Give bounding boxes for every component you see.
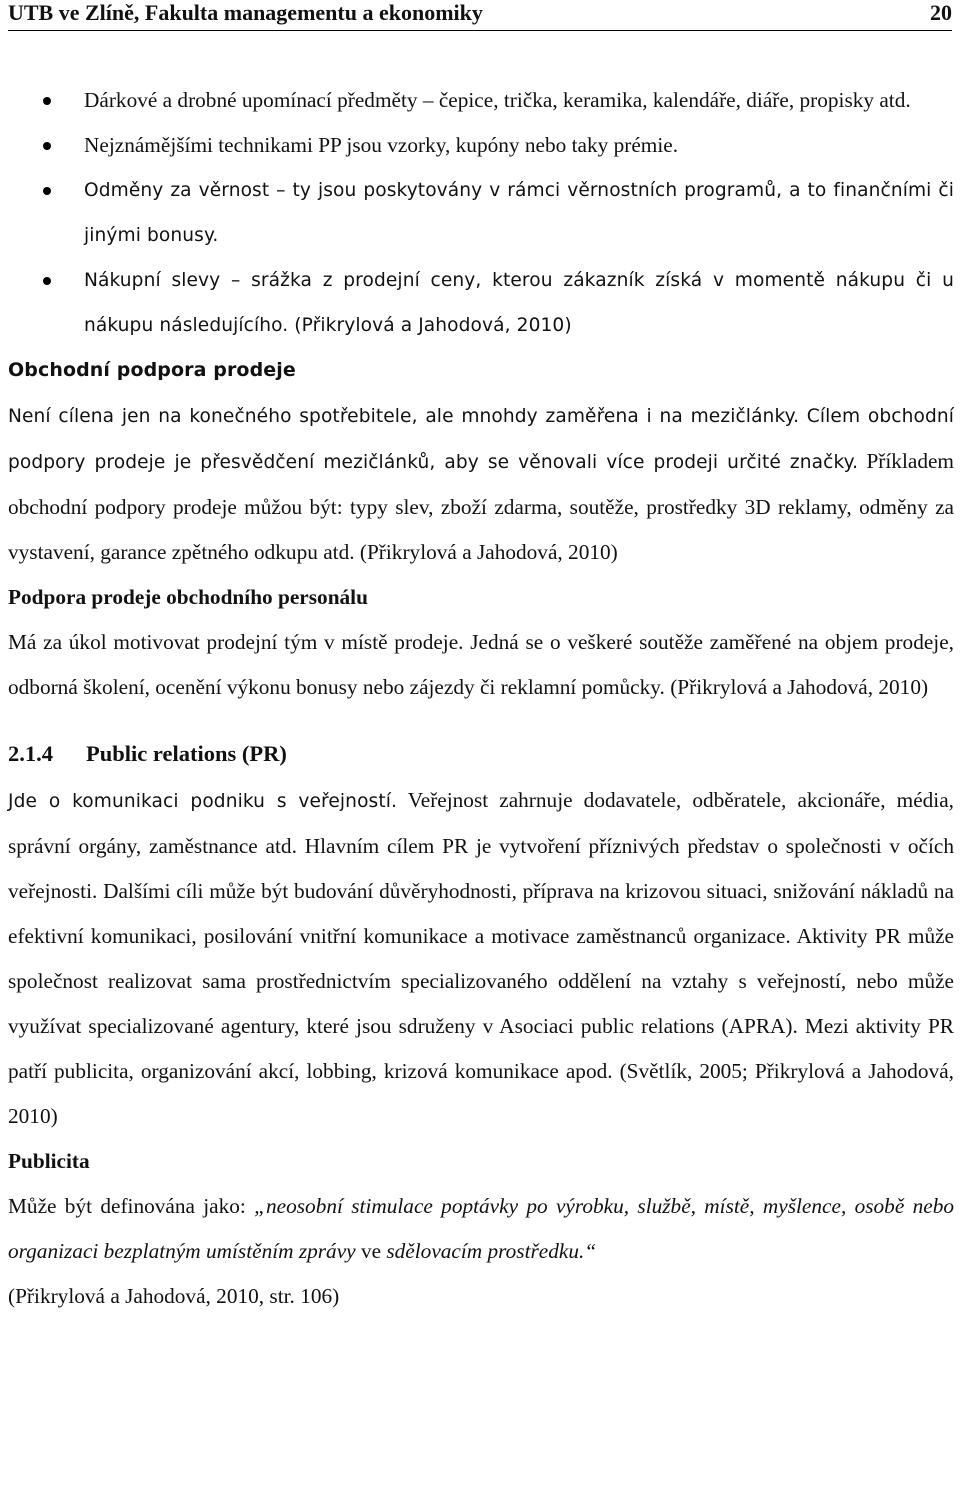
header-title: UTB ve Zlíně, Fakulta managementu a ekonomiky	[8, 0, 483, 25]
list-item-text: Odměny za věrnost – ty jsou poskytovány v rámci věrnostních programů, a to finančními či jinými bonusy.	[84, 180, 954, 246]
paragraph-text: Hlavním cílem PR je vytvoření příznivých představ o společnosti v očích veřejnosti.	[8, 834, 954, 903]
list-item	[8, 258, 954, 348]
page-body	[8, 78, 954, 1319]
list-item	[8, 123, 954, 168]
citation-publicita: (Přikrylová a Jahodová, 2010, str. 106)	[8, 1284, 340, 1308]
citation: (Přikrylová a Jahodová, 2010)	[288, 315, 572, 336]
list-item-text: Nejznámějšími technikami PP jsou vzorky, kupóny nebo taky prémie.	[84, 133, 679, 157]
paragraph-text: Může být definována jako:	[8, 1194, 255, 1218]
paragraph-text: Veřejnost zahrnuje dodavatele, odběratele, akcionáře, média, správní orgány, zaměstnance atd.	[8, 788, 954, 858]
bullet-icon	[43, 97, 51, 105]
list-item	[8, 168, 954, 258]
section-heading-pr	[8, 730, 954, 778]
page-number: 20	[930, 0, 952, 25]
section-title: Public relations (PR)	[86, 741, 287, 766]
bullet-icon	[43, 277, 51, 285]
paragraph-text: Má za úkol motivovat prodejní tým v místě prodeje.	[8, 630, 464, 654]
paragraph-text: Jde o komunikaci podniku s veřejností.	[8, 791, 397, 812]
bullet-icon	[43, 187, 51, 195]
paragraph-podpora-personalu	[8, 620, 954, 710]
quote-text: sdělovacím prostředku.“	[386, 1239, 597, 1263]
bullet-list	[8, 78, 954, 348]
paragraph-obchodni-podpora	[8, 393, 954, 575]
paragraph-text: Příkladem obchodní podpory prodeje můžou být: typy slev, zboží zdarma, soutěže, prostředky 3D reklamy, odměny za vystavení, garance zpětného odkupu atd. (Přikrylová a Jahodová, 2010)	[8, 449, 954, 564]
list-item-text: Dárkové a drobné upomínací předměty – čepice, trička, keramika, kalendáře, diáře, propisky atd.	[84, 88, 911, 112]
list-item-text: Nákupní slevy – srážka z prodejní ceny, kterou zákazník získá v momentě nákupu či u nákupu následujícího.	[84, 270, 954, 336]
paragraph-pr	[8, 778, 954, 1139]
paragraph-publicita	[8, 1184, 954, 1274]
subheading-podpora-personalu: Podpora prodeje obchodního personálu	[8, 585, 368, 609]
paragraph-text: Aktivity PR může společnost realizovat sama prostřednictvím specializovaného oddělení na vztahy s veřejností, nebo může využívat specializované agentury, které jsou sdruženy v Asociaci public relations (APRA). Mezi aktivity PR patří publicita, organizování akcí, lobbing, krizová komunikace apod. (Světlík, 2005; Přikrylová a Jahodová, 2010)	[8, 924, 954, 1128]
quote-text: „neosobní stimulace poptávky po výrobku, službě, místě, myšlence, osobě nebo organizaci bezplatným umístěním zprávy	[8, 1194, 954, 1263]
page-header	[8, 0, 952, 31]
paragraph-text: Dalšími cíli může být budování důvěryhodnosti, příprava na krizovou situaci, snižování nákladů na efektivní komunikaci, posilování vnitřní komunikace a motivace zaměstnanců organizace.	[8, 879, 954, 948]
paragraph-text: Jedná se o veškeré soutěže zaměřené na objem prodeje, odborná školení, ocenění výkonu bonusy nebo zájezdy či reklamní pomůcky. (Přikrylová a Jahodová, 2010)	[8, 630, 954, 699]
section-number: 2.1.4	[8, 741, 53, 766]
bullet-icon	[43, 142, 51, 150]
subheading-obchodni-podpora: Obchodní podpora prodeje	[8, 359, 296, 381]
paragraph-text: Není cílena jen na konečného spotřebitele, ale mnohdy zaměřena i na mezičlánky. Cílem obchodní podpory prodeje je přesvědčení mezičlánků, aby se věnovali více prodeji určité značky.	[8, 406, 954, 473]
subheading-publicita: Publicita	[8, 1149, 90, 1173]
paragraph-text: ve	[355, 1239, 387, 1263]
list-item	[8, 78, 954, 123]
